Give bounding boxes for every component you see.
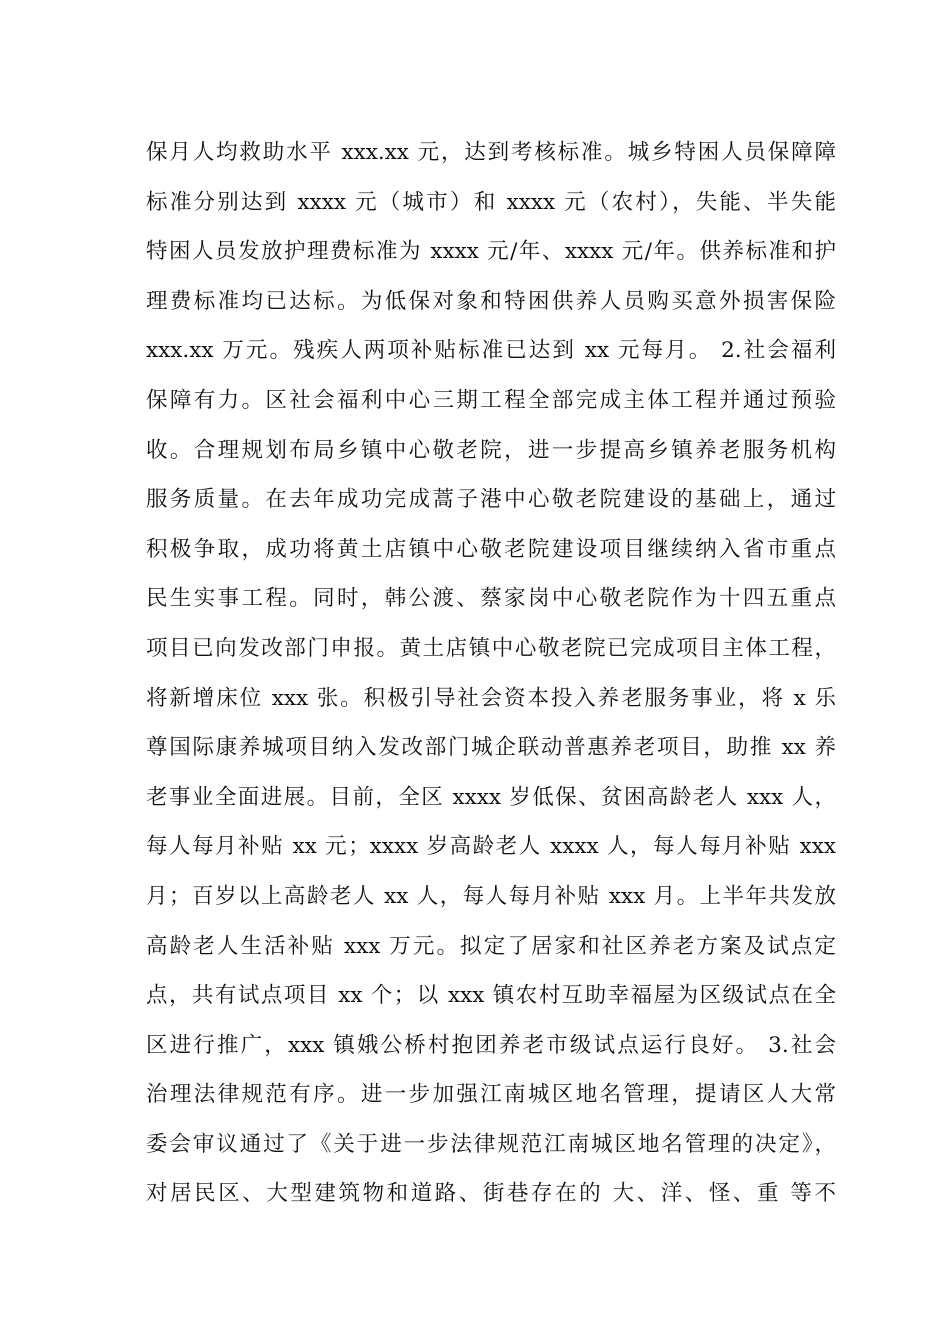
text-line: 服务质量。在去年成功完成蒿子港中心敬老院建设的基础上，通过 — [146, 487, 836, 513]
text-line: 保月人均救助水平 xxx.xx 元，达到考核标准。城乡特困人员保障障 — [146, 140, 836, 165]
text-line: 将新增床位 xxx 张。积极引导社会资本投入养老服务事业，将 x 乐 — [146, 685, 836, 711]
text-line: 治理法律规范有序。进一步加强江南城区地名管理，提请区人大常 — [146, 1082, 836, 1108]
text-line: 积极争取，成功将黄土店镇中心敬老院建设项目继续纳入省市重点 — [146, 536, 836, 562]
text-line: 民生实事工程。同时，韩公渡、蔡家岗中心敬老院作为十四五重点 — [146, 586, 836, 612]
text-line: 收。合理规划布局乡镇中心敬老院，进一步提高乡镇养老服务机构 — [146, 437, 836, 463]
text-line: 标准分别达到 xxxx 元（城市）和 xxxx 元（农村），失能、半失能 — [146, 189, 836, 215]
text-line: 尊国际康养城项目纳入发改部门城企联动普惠养老项目，助推 xx 养 — [146, 735, 836, 761]
text-line: 区进行推广，xxx 镇娥公桥村抱团养老市级试点运行良好。 3.社会 — [146, 1032, 836, 1058]
text-line: 特困人员发放护理费标准为 xxxx 元/年、xxxx 元/年。供养标准和护 — [146, 239, 836, 265]
text-line: 点，共有试点项目 xx 个；以 xxx 镇农村互助幸福屋为区级试点在全 — [146, 983, 836, 1009]
text-line: 老事业全面进展。目前，全区 xxxx 岁低保、贫困高龄老人 xxx 人， — [146, 784, 836, 810]
text-line: 理费标准均已达标。为低保对象和特困供养人员购买意外损害保险 — [146, 288, 836, 314]
text-line: xxx.xx 万元。残疾人两项补贴标准已达到 xx 元每月。 2.社会福利 — [146, 338, 836, 364]
text-line: 对居民区、大型建筑物和道路、街巷存在的 大、洋、怪、重 等不 — [146, 1181, 836, 1207]
text-line: 每人每月补贴 xx 元；xxxx 岁高龄老人 xxxx 人，每人每月补贴 xxx — [146, 834, 836, 860]
text-line: 保障有力。区社会福利中心三期工程全部完成主体工程并通过预验 — [146, 387, 836, 413]
text-line: 项目已向发改部门申报。黄土店镇中心敬老院已完成项目主体工程， — [146, 635, 836, 661]
body-text — [146, 128, 836, 1219]
text-line: 委会审议通过了《关于进一步法律规范江南城区地名管理的决定》， — [146, 1131, 836, 1157]
text-line: 高龄老人生活补贴 xxx 万元。拟定了居家和社区养老方案及试点定 — [146, 933, 836, 959]
text-line: 月；百岁以上高龄老人 xx 人，每人每月补贴 xxx 月。上半年共发放 — [146, 883, 836, 909]
